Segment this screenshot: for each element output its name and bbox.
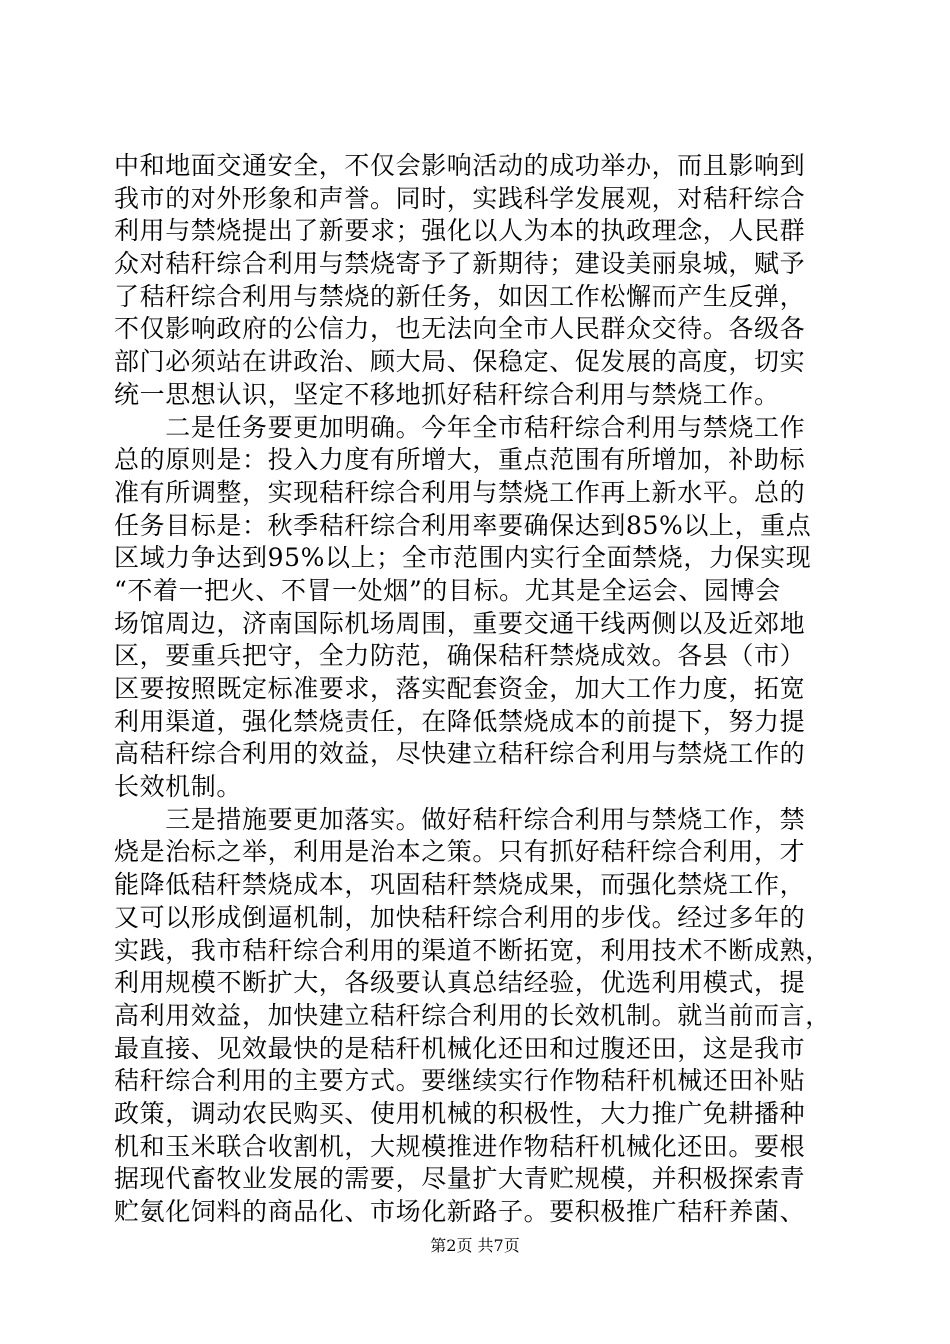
- text-line: 部门必须站在讲政治、顾大局、保稳定、促发展的高度，切实: [114, 347, 806, 377]
- text-line: 据现代畜牧业发展的需要，尽量扩大青贮规模，并积极探索青: [114, 1164, 806, 1194]
- text-line: “不着一把火、不冒一处烟”的目标。尤其是全运会、园博会: [114, 575, 781, 605]
- text-line: 利用规模不断扩大，各级要认真总结经验，优选利用模式，提: [114, 968, 806, 998]
- text-line: 利用渠道，强化禁烧责任，在降低禁烧成本的前提下，努力提: [114, 706, 806, 736]
- text-line: 了秸秆综合利用与禁烧的新任务，如因工作松懈而产生反弹，: [114, 281, 806, 311]
- text-line: 高秸秆综合利用的效益，尽快建立秸秆综合利用与禁烧工作的: [114, 739, 806, 769]
- text-line: 能降低秸秆禁烧成本，巩固秸秆禁烧成果，而强化禁烧工作，: [114, 870, 806, 900]
- text-line: 机和玉米联合收割机，大规模推进作物秸秆机械化还田。要根: [114, 1131, 806, 1161]
- text-line: 区，要重兵把守，全力防范，确保秸秆禁烧成效。各县（市）: [114, 641, 806, 671]
- text-line: 统一思想认识，坚定不移地抓好秸秆综合利用与禁烧工作。: [114, 379, 780, 409]
- text-line: 贮氨化饲料的商品化、市场化新路子。要积极推广秸秆养菌、: [114, 1197, 806, 1226]
- text-line: 区域力争达到95%以上；全市范围内实行全面禁烧，力保实现: [114, 543, 812, 573]
- text-line: 任务目标是：秋季秸秆综合利用率要确保达到85%以上，重点: [114, 510, 812, 540]
- text-line: 场馆周边，济南国际机场周围，重要交通干线两侧以及近郊地: [114, 608, 806, 638]
- text-line: 最直接、见效最快的是秸秆机械化还田和过腹还田，这是我市: [114, 1033, 806, 1063]
- text-line: 中和地面交通安全，不仅会影响活动的成功举办，而且影响到: [114, 151, 806, 180]
- body-text: [114, 150, 844, 1229]
- page-footer: [0, 1236, 950, 1256]
- text-line: 区要按照既定标准要求，落实配套资金，加大工作力度，拓宽: [114, 674, 806, 703]
- page-number-label: 第2页 共7页: [430, 1236, 520, 1255]
- text-line: 不仅影响政府的公信力，也无法向全市人民群众交待。各级各: [114, 314, 806, 344]
- text-line: 众对秸秆综合利用与禁烧寄予了新期待；建设美丽泉城，赋予: [114, 249, 806, 279]
- text-line: 总的原则是：投入力度有所增大，重点范围有所增加，补助标: [114, 445, 806, 475]
- text-line: 准有所调整，实现秸秆综合利用与禁烧工作再上新水平。总的: [114, 477, 806, 507]
- text-line: 高利用效益，加快建立秸秆综合利用的长效机制。就当前而言，: [114, 1000, 831, 1030]
- text-line: 长效机制。: [114, 772, 243, 802]
- paragraph-start-line: 二是任务要更加明确。今年全市秸秆综合利用与禁烧工作: [114, 412, 806, 442]
- text-line: 烧是治标之举，利用是治本之策。只有抓好秸秆综合利用，才: [114, 837, 806, 867]
- text-line: 政策，调动农民购买、使用机械的积极性，大力推广免耕播种: [114, 1098, 806, 1128]
- text-line: 又可以形成倒逼机制，加快秸秆综合利用的步伐。经过多年的: [114, 902, 806, 932]
- text-line: 秸秆综合利用的主要方式。要继续实行作物秸秆机械还田补贴: [114, 1066, 806, 1096]
- paragraph-start-line: 三是措施要更加落实。做好秸秆综合利用与禁烧工作，禁: [114, 804, 806, 834]
- text-line: 利用与禁烧提出了新要求；强化以人为本的执政理念，人民群: [114, 216, 806, 246]
- text-line: 我市的对外形象和声誉。同时，实践科学发展观，对秸秆综合: [114, 183, 806, 213]
- text-line: 实践，我市秸秆综合利用的渠道不断拓宽，利用技术不断成熟，: [114, 935, 831, 965]
